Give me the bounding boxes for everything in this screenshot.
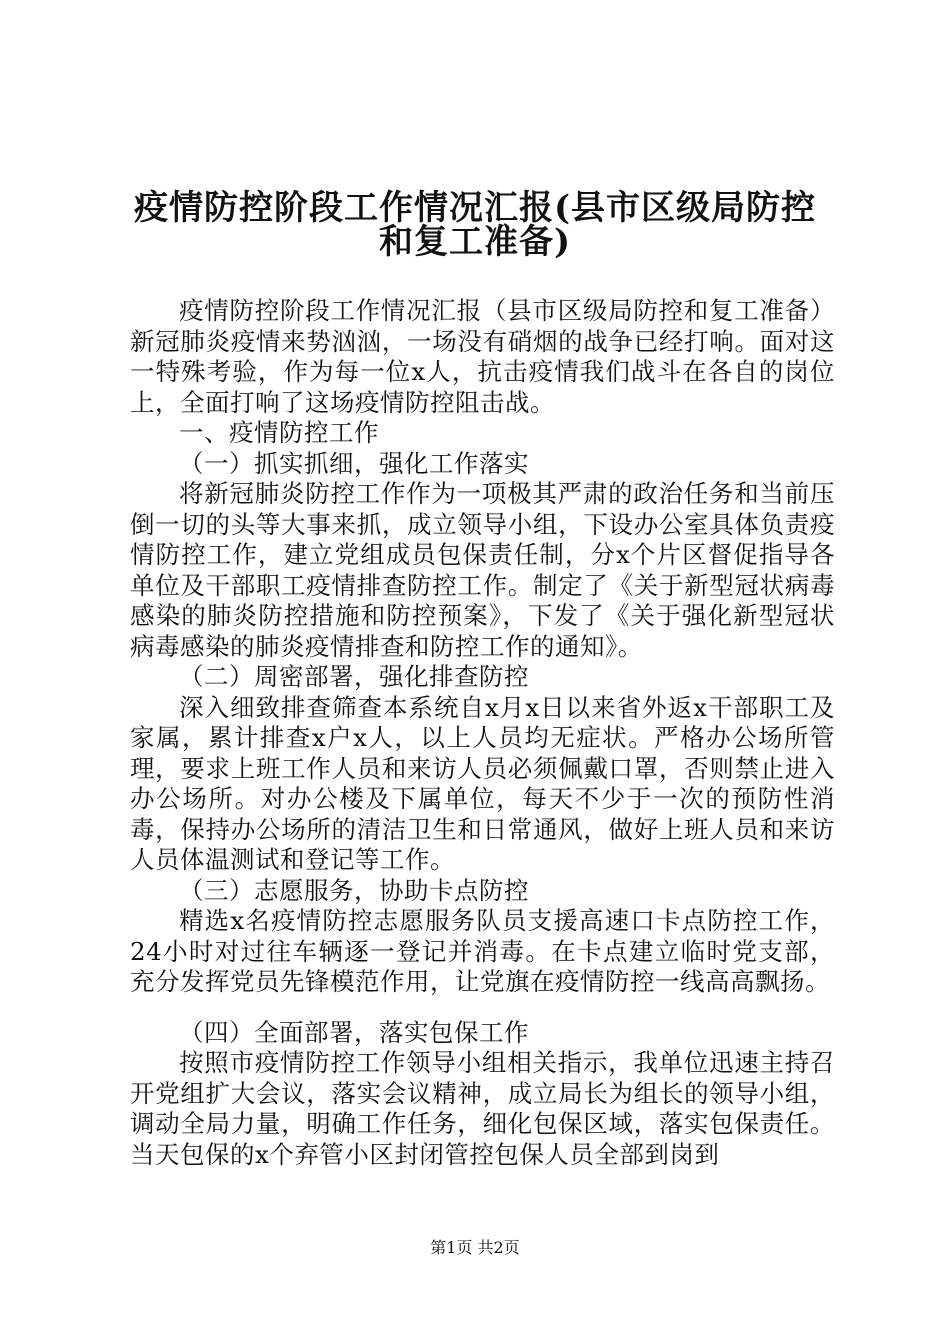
intro-paragraph: 疫情防控阶段工作情况汇报（县市区级局防控和复工准备）新冠肺炎疫情来势汹汹，一场没有硝烟的战争已经打响。面对这一特殊考验，作为每一位x人，抗击疫情我们战斗在各自的岗位上，全面打响了这场疫情防控阻击战。	[130, 296, 835, 417]
section-heading-1: 一、疫情防控工作	[179, 418, 379, 447]
subsection-heading-1: （一）抓实抓细，强化工作落实	[179, 448, 529, 478]
body-paragraph-4: 按照市疫情防控工作领导小组相关指示，我单位迅速主持召开党组扩大会议，落实会议精神，成立局长为组长的领导小组，调动全局力量，明确工作任务，细化包保区域，落实包保责任。当天包保的x个弃管小区封闭管控包保人员全部到岗到	[130, 1048, 835, 1169]
subsection-heading-2: （二）周密部署，强化排查防控	[179, 662, 529, 691]
body-paragraph-2: 深入细致排查筛查本系统自x月x日以来省外返x干部职工及家属，累计排查x户x人，以上人员均无症状。严格办公场所管理，要求上班工作人员和来访人员必须佩戴口罩，否则禁止进入办公场所。对办公楼及下属单位，每天不少于一次的预防性消毒，保持办公场所的清洁卫生和日常通风，做好上班人员和来访人员体温测试和登记等工作。	[130, 692, 835, 874]
subsection-heading-4: （四）全面部署，落实包保工作	[179, 1017, 529, 1047]
document-body	[130, 296, 835, 1170]
page-number-footer: 第1页 共2页	[430, 1238, 520, 1257]
document-title-line-2: 和复工准备)	[378, 222, 572, 262]
body-paragraph-1: 将新冠肺炎防控工作作为一项极其严肃的政治任务和当前压倒一切的头等大事来抓，成立领导小组，下设办公室具体负责疫情防控工作，建立党组成员包保责任制，分x个片区督促指导各单位及干部职工疫情排查防控工作。制定了《关于新型冠状病毒感染的肺炎防控措施和防控预案》，下发了《关于强化新型冠状病毒感染的肺炎疫情排查和防控工作的通知》。	[130, 479, 835, 661]
body-paragraph-3: 精选x名疫情防控志愿服务队员支援高速口卡点防控工作，24小时对过往车辆逐一登记并消毒。在卡点建立临时党支部，充分发挥党员先锋模范作用，让党旗在疫情防控一线高高飘扬。	[130, 906, 835, 996]
document-title-line-1: 疫情防控阶段工作情况汇报(县市区级局防控	[133, 188, 817, 228]
subsection-heading-3: （三）志愿服务，协助卡点防控	[179, 875, 529, 905]
